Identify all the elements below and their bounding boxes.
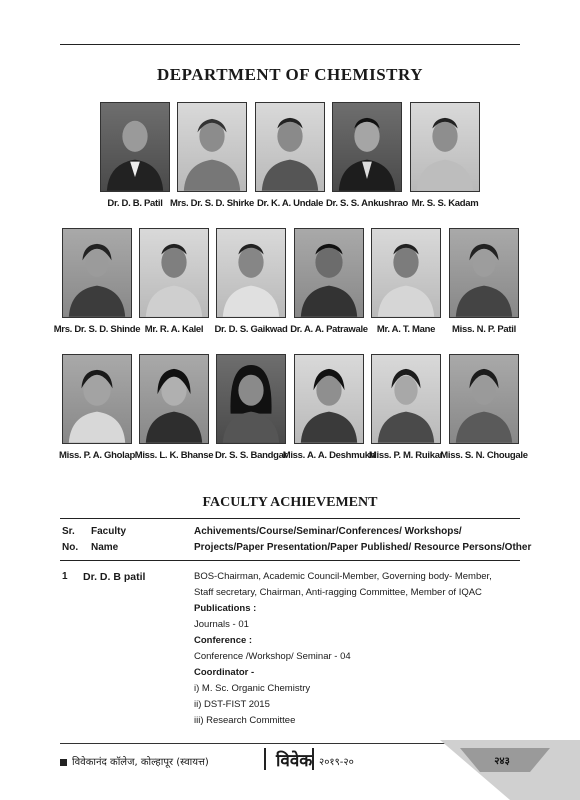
faculty-name: Miss. S. N. Chougale — [440, 450, 528, 461]
faculty-name: Dr. S. S. Bandgar — [215, 450, 287, 461]
faculty-name: Dr. D. S. Gaikwad — [214, 324, 288, 335]
faculty-photo — [62, 228, 132, 318]
achievement-line: i) M. Sc. Organic Chemistry — [194, 683, 311, 694]
footer-year: २०१९-२० — [319, 757, 354, 768]
department-title: DEPARTMENT OF CHEMISTRY — [157, 65, 423, 84]
faculty-photo — [139, 228, 209, 318]
achievement-line: Staff secretary, Chairman, Anti-ragging Committee, Member of IQAC — [194, 587, 482, 598]
row-faculty-name: Dr. D. B patil — [83, 571, 146, 583]
faculty-photo-row-3 — [0, 354, 580, 464]
achievement-line: BOS-Chairman, Academic Council-Member, Governing body- Member, — [194, 571, 492, 582]
faculty-name: Miss. P. M. Ruikar — [368, 450, 444, 461]
faculty-name: Mrs. Dr. S. D. Shirke — [170, 198, 254, 209]
square-bullet-icon — [60, 759, 67, 766]
achievement-line: ii) DST-FIST 2015 — [194, 699, 270, 710]
faculty-name: Dr. K. A. Undale — [256, 198, 324, 209]
header-sr-line1: Sr. — [62, 526, 75, 537]
faculty-photo — [449, 228, 519, 318]
faculty-photo — [371, 354, 441, 444]
header-faculty-line2: Name — [91, 542, 119, 553]
faculty-photo — [449, 354, 519, 444]
faculty-name: Miss. N. P. Patil — [452, 324, 516, 335]
faculty-achievement-title: FACULTY ACHIEVEMENT — [202, 495, 378, 510]
table-top-rule — [60, 518, 520, 519]
faculty-photo — [410, 102, 480, 192]
footer-college — [60, 754, 209, 768]
faculty-photo — [62, 354, 132, 444]
faculty-photo — [139, 354, 209, 444]
achievement-line: Journals - 01 — [194, 619, 249, 630]
header-faculty-line1: Faculty — [91, 526, 127, 537]
achievement-heading-publications: Publications : — [194, 603, 257, 614]
faculty-photo — [216, 228, 286, 318]
footer-divider — [264, 748, 266, 770]
faculty-name: Dr. S. S. Ankushrao — [325, 198, 409, 209]
faculty-photo — [177, 102, 247, 192]
faculty-photo — [371, 228, 441, 318]
faculty-name: Miss. P. A. Gholap — [59, 450, 135, 461]
achievement-heading-conference: Conference : — [194, 635, 253, 646]
table-header-rule — [60, 560, 520, 561]
faculty-photo — [294, 228, 364, 318]
faculty-name: Dr. D. B. Patil — [107, 198, 163, 209]
faculty-photo — [294, 354, 364, 444]
faculty-name: Mr. R. A. Kalel — [144, 324, 204, 335]
footer-logo: विवेक — [276, 751, 313, 771]
faculty-photo — [255, 102, 325, 192]
faculty-name: Miss. A. A. Deshmukh — [282, 450, 376, 461]
header-sr-line2: No. — [62, 542, 79, 553]
faculty-name: Mrs. Dr. S. D. Shinde — [53, 324, 141, 335]
footer-college-name: विवेकानंद कॉलेज, कोल्हापूर (स्वायत्त) — [72, 757, 209, 768]
faculty-photo — [100, 102, 170, 192]
achievement-heading-coordinator: Coordinator - — [194, 667, 255, 678]
faculty-name: Miss. L. K. Bhanse — [134, 450, 214, 461]
faculty-photo-row-2 — [0, 228, 580, 338]
faculty-name: Mr. S. S. Kadam — [411, 198, 479, 209]
row-sr: 1 — [62, 571, 68, 582]
faculty-photo — [216, 354, 286, 444]
faculty-name: Dr. A. A. Patrawale — [290, 324, 368, 335]
achievement-line: iii) Research Committee — [194, 715, 296, 726]
top-rule — [60, 44, 520, 45]
page-number: २४३ — [494, 756, 510, 767]
row-achievement-list — [194, 569, 514, 729]
header-achievements-line2: Projects/Paper Presentation/Paper Published/ Resource Persons/Other — [194, 542, 532, 553]
achievement-line: Conference /Workshop/ Seminar - 04 — [194, 651, 351, 662]
header-achievements-line1: Achivements/Course/Seminar/Conferences/ Workshops/ — [194, 526, 462, 537]
faculty-photo-row-1 — [0, 102, 580, 212]
footer-divider — [312, 748, 314, 770]
faculty-name: Mr. A. T. Mane — [376, 324, 436, 335]
faculty-photo — [332, 102, 402, 192]
